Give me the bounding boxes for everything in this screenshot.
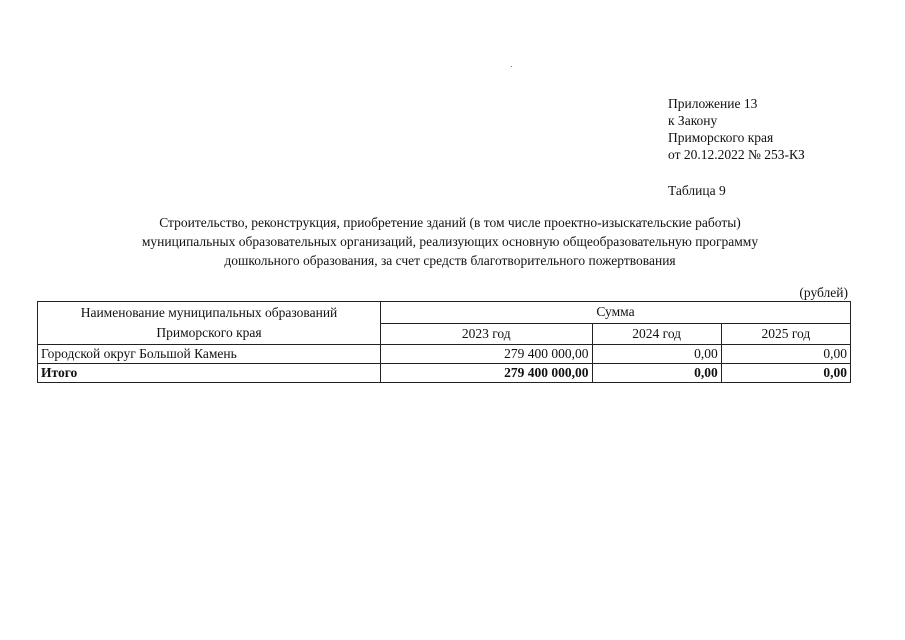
appendix-line: от 20.12.2022 № 253-КЗ (668, 147, 805, 162)
total-row (38, 364, 851, 383)
title-line: муниципальных образовательных организаций, реализующих основную общеобразовательную программу (141, 234, 759, 249)
amount-2023: 279 400 000,00 (381, 345, 593, 364)
year-header-2024: 2024 год (592, 323, 721, 345)
appendix-line: Приложение 13 (668, 96, 758, 111)
title-line: дошкольного образования, за счет средств благотворительного пожертвования (224, 253, 676, 268)
title-line: Строительство, реконструкция, приобретение зданий (в том числе проектно-изыскательские работы) (159, 215, 741, 230)
total-2023: 279 400 000,00 (381, 364, 593, 383)
scan-speck (511, 66, 512, 67)
table-number: Таблица 9 (668, 183, 726, 198)
appendix-line: Приморского края (668, 130, 774, 145)
units-label: (рублей) (799, 285, 848, 300)
document-title (60, 213, 840, 270)
table-row (38, 345, 851, 364)
appendix-line: к Закону (668, 113, 718, 128)
year-header-2023: 2023 год (381, 323, 593, 345)
budget-table (37, 301, 851, 383)
total-2024: 0,00 (592, 364, 721, 383)
municipality-name: Городской округ Большой Камень (38, 345, 381, 364)
total-label: Итого (38, 364, 381, 383)
amount-2025: 0,00 (721, 345, 850, 364)
total-2025: 0,00 (721, 364, 850, 383)
sum-column-header: Сумма (381, 302, 851, 324)
appendix-header (668, 95, 805, 163)
amount-2024: 0,00 (592, 345, 721, 364)
year-header-2025: 2025 год (721, 323, 850, 345)
municipality-column-header: Наименование муниципальных образований Приморского края (38, 302, 381, 345)
